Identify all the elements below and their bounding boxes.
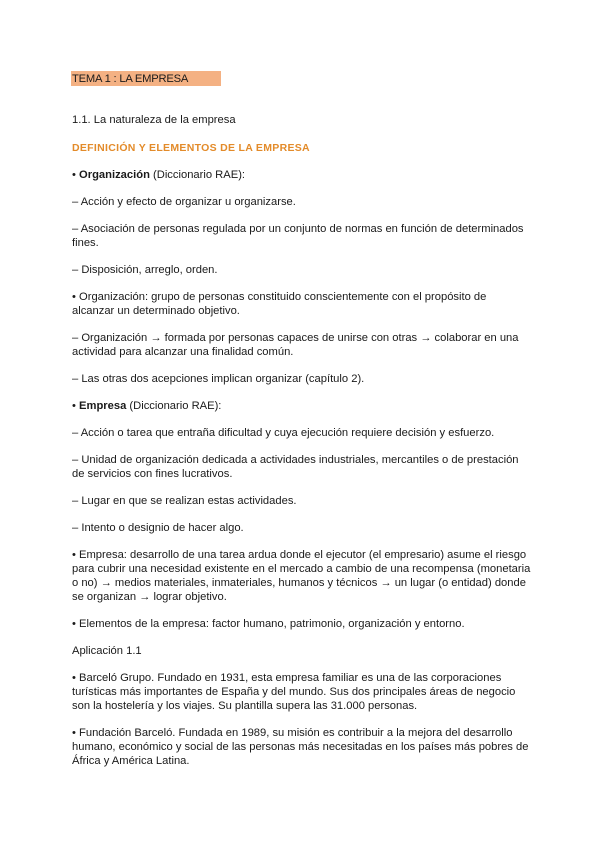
emp-term: Empresa <box>79 400 127 412</box>
org-def-2-line-2: fines. <box>72 237 99 249</box>
section-heading: DEFINICIÓN Y ELEMENTOS DE LA EMPRESA <box>72 142 310 154</box>
org-arrow-line-1: – Organización → formada por personas capaces de unirse con otras → colaborar en una <box>72 332 519 344</box>
application-heading: Aplicación 1.1 <box>72 645 142 657</box>
org-term: Organización <box>79 169 150 181</box>
emp-def-1: – Acción o tarea que entraña dificultad y cuya ejecución requiere decisión y esfuerzo. <box>72 427 495 439</box>
org-source: (Diccionario RAE): <box>149 169 246 181</box>
emp-def-4: – Intento o designio de hacer algo. <box>72 522 244 534</box>
fundacion-line-2: humano, económico y social de las personas más necesitadas en los países más pobres de <box>72 741 529 753</box>
org-heading: • Organización (Diccionario RAE): <box>72 169 246 181</box>
subtitle: 1.1. La naturaleza de la empresa <box>72 114 236 126</box>
elements: • Elementos de la empresa: factor humano, patrimonio, organización y entorno. <box>72 618 465 630</box>
org-note-line-1: • Organización: grupo de personas constituido conscientemente con el propósito de <box>72 291 487 303</box>
org-def-2-line-1: – Asociación de personas regulada por un conjunto de normas en función de determinados <box>72 223 524 235</box>
emp-note-line-3: o no) → medios materiales, inmateriales, humanos y técnicos → un lugar (o entidad) donde <box>72 577 526 589</box>
emp-def-2-line-1: – Unidad de organización dedicada a actividades industriales, mercantiles o de prestación <box>72 454 519 466</box>
barcelo-line-1: • Barceló Grupo. Fundado en 1931, esta empresa familiar es una de las corporaciones <box>72 672 502 684</box>
barcelo-line-3: son la hostelería y los viajes. Su plantilla supera las 31.000 personas. <box>72 700 418 712</box>
org-def-1: – Acción y efecto de organizar u organizarse. <box>72 196 296 208</box>
emp-note-line-1: • Empresa: desarrollo de una tarea ardua donde el ejecutor (el empresario) asume el riesgo <box>72 549 527 561</box>
org-note-line-2: alcanzar un determinado objetivo. <box>72 305 240 317</box>
org-arrow-line-2: actividad para alcanzar una finalidad común. <box>72 346 294 358</box>
document-title: TEMA 1 : LA EMPRESA <box>72 73 189 85</box>
fundacion-line-1: • Fundación Barceló. Fundada en 1989, su misión es contribuir a la mejora del desarrollo <box>72 727 513 739</box>
emp-source: (Diccionario RAE): <box>126 400 222 412</box>
emp-note-line-4: se organizan → lograr objetivo. <box>72 591 227 603</box>
emp-def-2-line-2: de servicios con fines lucrativos. <box>72 468 233 480</box>
emp-def-3: – Lugar en que se realizan estas actividades. <box>72 495 297 507</box>
barcelo-line-2: turísticas más importantes de España y del mundo. Sus dos principales áreas de negocio <box>72 686 516 698</box>
emp-note-line-2: para cubrir una necesidad existente en el mercado a cambio de una recompensa (monetaria <box>72 563 531 575</box>
emp-heading: • Empresa (Diccionario RAE): <box>72 400 222 412</box>
org-other: – Las otras dos acepciones implican organizar (capítulo 2). <box>72 373 365 385</box>
org-def-3: – Disposición, arreglo, orden. <box>72 264 218 276</box>
fundacion-line-3: África y América Latina. <box>72 755 190 767</box>
